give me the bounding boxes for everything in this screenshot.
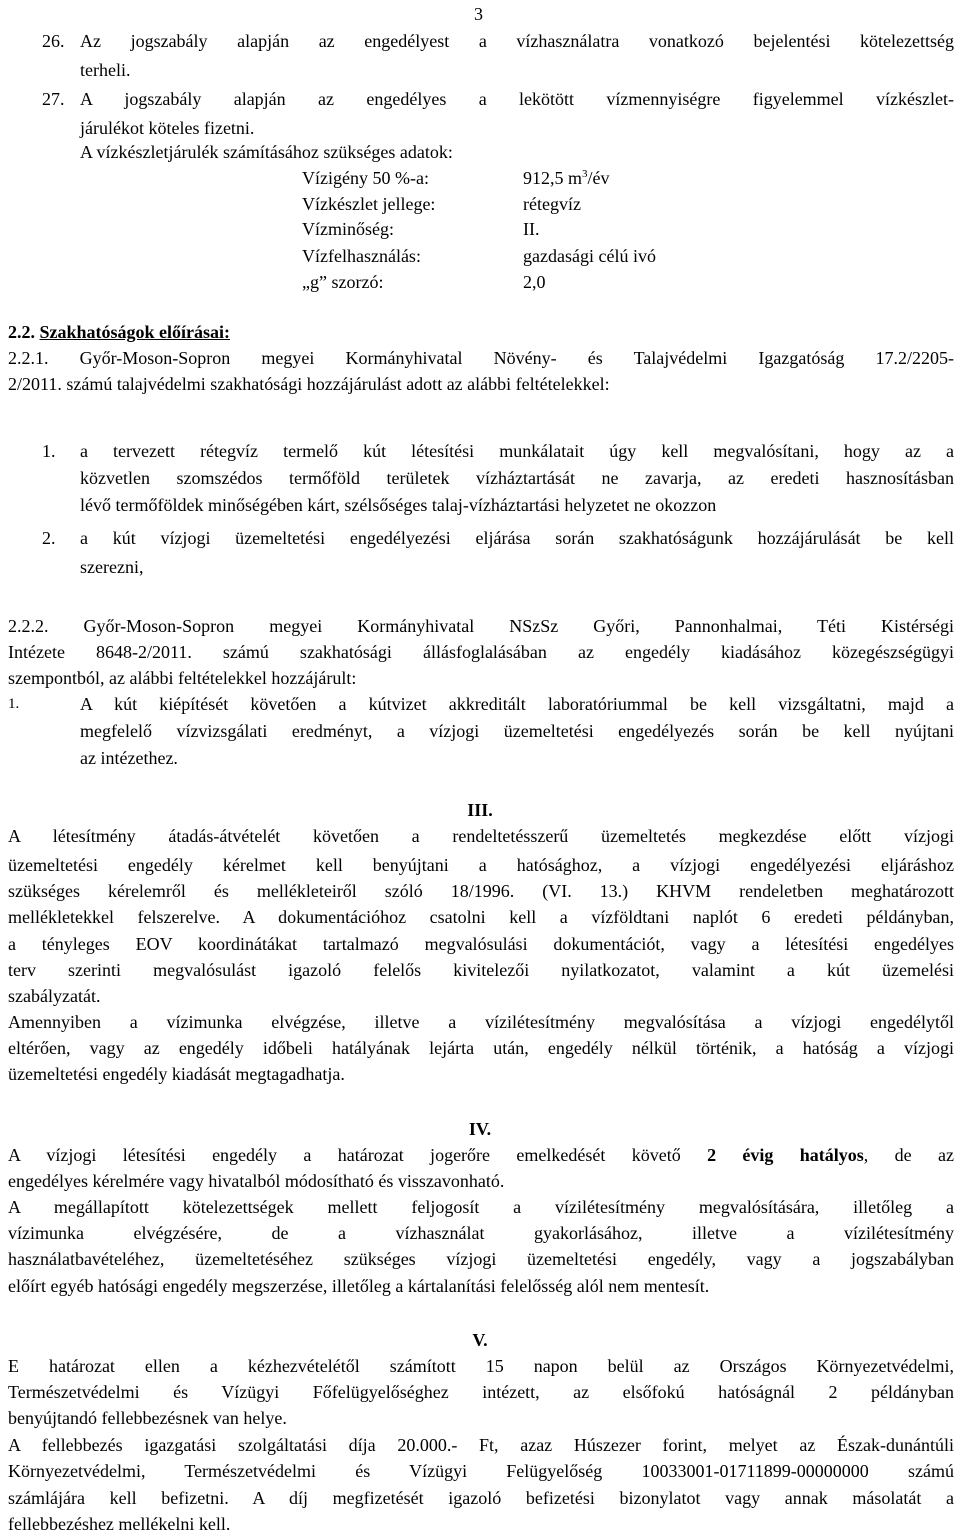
fee-value: 912,5 $m^3/év$ [523,168,610,188]
paragraph-line: A létesítmény átadás-átvételét követően a rendeltetésszerű üzemeltetés megkezdése előtt vízjogi [8,826,954,846]
condition-number: 1. [8,696,20,712]
paragraph-line: mellékletekkel felszerelve. A dokumentációhoz csatolni kell a vízföldtani naplót 6 eredeti példányban, [8,907,954,927]
fee-value: 2,0 [523,272,546,292]
paragraph-line: fellebbezéshez mellékelni kell. [8,1514,231,1534]
item-26-number: 26. [42,31,65,51]
condition-line: közvetlen szomszédos termőföld területek vízháztartását ne zavarja, az eredeti hasznosításban [80,468,954,488]
section-2-2-2-line-3: szempontból, az alábbi feltételekkel hozzájárult: [8,668,357,688]
section-2-2-heading: 2.2. Szakhatóságok előírásai: [8,322,231,342]
paragraph-line: engedélyes kérelmére vagy hivatalból módosítható és visszavonható. [8,1171,505,1191]
fee-value: rétegvíz [523,194,581,214]
paragraph-line: számlájára kell befizetni. A díj megfizetését igazoló befizetési bizonylatot vagy annak másolatát a [8,1488,954,1508]
fee-label: Vízkészlet jellege: [302,194,436,214]
condition-line: szerezni, [80,557,144,577]
fee-label: Vízigény 50 %-a: [302,168,429,188]
item-27-line-1: A jogszabály alapján az engedélyes a lekötött vízmennyiségre figyelemmel vízkészlet- [80,89,954,109]
condition-line: A kút kiépítését követően a kútvizet akkreditált laboratóriummal be kell vizsgáltatni, majd a [80,694,954,714]
condition-line: az intézethez. [80,748,178,768]
condition-line: a tervezett rétegvíz termelő kút létesítési munkálatait úgy kell megvalósítani, hogy az a [80,441,954,461]
paragraph-line: vízimunka elvégzésére, de a vízhasználat gyakorlásához, illetve a vízilétesítmény [8,1223,954,1243]
paragraph-line: előírt egyéb hatósági engedély megszerzése, illetőleg a kártalanítási felelősség alól nem mentesít. [8,1276,710,1296]
section-3-heading: III. [467,800,493,820]
fee-label: „g” szorzó: [302,272,384,292]
section-2-2-2-line-1: 2.2.2. Győr-Moson-Sopron megyei Kormányhivatal NSzSz Győri, Pannonhalmai, Téti Kistérségi [8,616,954,636]
item-26-line-2: terheli. [80,60,131,80]
item-26-line-1: Az jogszabály alapján az engedélyest a vízhasználatra vonatkozó bejelentési kötelezettség [80,31,954,51]
condition-number: 1. [42,441,56,461]
fee-label: Vízminőség: [302,219,394,239]
paragraph-line: használatbavételéhez, üzemeltetéséhez szükséges vízjogi üzemeltetési engedély, vagy a jogszabályban [8,1249,954,1269]
fee-data-intro: A vízkészletjárulék számításához szükséges adatok: [80,142,453,162]
page-number: 3 [474,4,483,24]
paragraph-line: A megállapított kötelezettségek mellett feljogosít a vízilétesítmény megvalósítására, illetőleg a [8,1197,954,1217]
section-2-2-1-line-1: 2.2.1. Győr-Moson-Sopron megyei Kormányhivatal Növény- és Talajvédelmi Igazgatóság 17.2/2205- [8,348,954,368]
paragraph-line: eltérően, vagy az engedély időbeli hatályának lejárta után, engedély nélkül történik, a hatóság a vízjogi [8,1038,954,1058]
section-2-2-2-line-2: Intézete 8648-2/2011. számú szakhatósági állásfoglalásában az engedély kiadásához közegészségügyi [8,642,954,662]
paragraph-line: szükséges kérelemről és mellékleteiről szóló 18/1996. (VI. 13.) KHVM rendeletben meghatározott [8,881,954,901]
paragraph-line: a tényleges EOV koordinátákat tartalmazó megvalósulási dokumentációt, vagy a létesítési engedélyes [8,934,954,954]
paragraph-line: Környezetvédelmi, Természetvédelmi és Vízügyi Felügyelőség 10033001-01711899-00000000 számú [8,1461,954,1481]
paragraph-line: terv szerinti megvalósulást igazoló felelős kivitelezői nyilatkozatot, valamint a kút üzemelési [8,960,954,980]
paragraph-line: Amennyiben a vízimunka elvégzése, illetve a vízilétesítmény megvalósítása a vízjogi engedélytől [8,1012,954,1032]
paragraph-line: Természetvédelmi és Vízügyi Főfelügyelőséghez intézett, az elsőfokú hatóságnál 2 példányban [8,1382,954,1402]
fee-value: gazdasági célú ivó [523,246,656,266]
validity-period: 2 évig hatályos [707,1145,864,1165]
paragraph-line: A fellebbezés igazgatási szolgáltatási díja 20.000.- Ft, azaz Húszezer forint, melyet az Észak-dunántúli [8,1435,954,1455]
fee-value: II. [523,219,540,239]
condition-number: 2. [42,528,56,548]
paragraph-line: szabályzatát. [8,986,101,1006]
condition-line: a kút vízjogi üzemeltetési engedélyezési eljárása során szakhatóságunk hozzájárulását be kell [80,528,954,548]
section-2-2-1-line-2: 2/2011. számú talajvédelmi szakhatósági hozzájárulást adott az alábbi feltételekkel: [8,374,610,394]
section-4-heading: IV. [468,1119,492,1139]
fee-label: Vízfelhasználás: [302,246,421,266]
condition-line: megfelelő vízvizsgálati eredményt, a vízjogi üzemeltetési engedélyezés során be kell nyújtani [80,721,954,741]
paragraph-line: benyújtandó fellebbezésnek van helye. [8,1408,287,1428]
validity-line: A vízjogi létesítési engedély a határozat jogerőre emelkedését követő 2 évig hatályos, de az [8,1145,954,1165]
condition-line: lévő termőföldek minőségében kárt, szélsőséges talaj-vízháztartási helyzetet ne okozzon [80,495,717,515]
section-5-heading: V. [472,1330,488,1350]
paragraph-line: E határozat ellen a kézhezvételétől számított 15 napon belül az Országos Környezetvédelmi, [8,1356,954,1376]
item-27-line-2: járulékot köteles fizetni. [80,118,255,138]
paragraph-line: üzemeltetési engedély kérelmet kell benyújtani a hatósághoz, a vízjogi engedélyezési eljáráshoz [8,855,954,875]
item-27-number: 27. [42,89,65,109]
paragraph-line: üzemeltetési engedély kiadását megtagadhatja. [8,1064,345,1084]
